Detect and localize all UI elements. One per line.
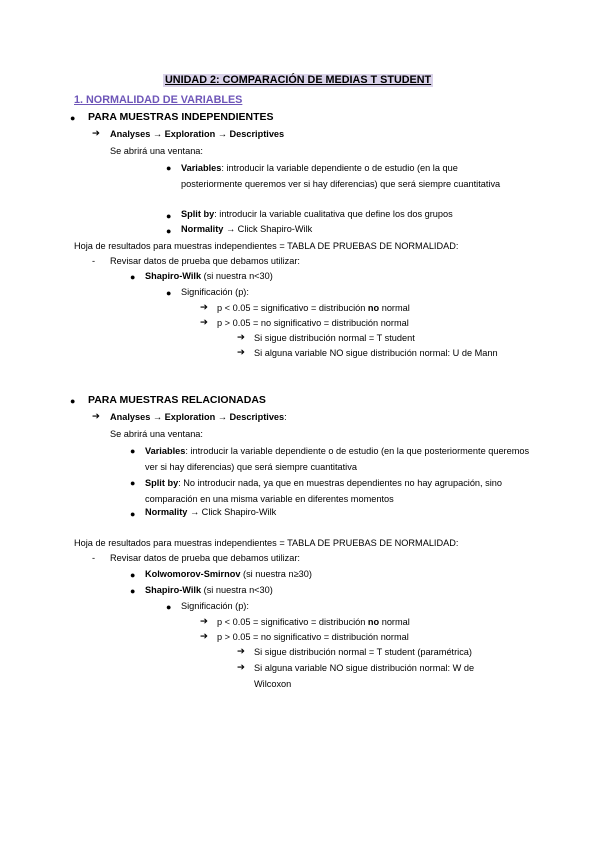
bullet-icon: ● — [130, 570, 136, 580]
section-heading-relacionadas: PARA MUESTRAS RELACIONADAS — [88, 394, 266, 406]
significance-item: Significación (p): — [181, 287, 249, 297]
menu-path: Analyses → Exploration → Descriptives — [110, 129, 285, 139]
normality-instruction: Normality → Click Shapiro-Wilk — [181, 224, 313, 234]
bullet-icon: ● — [70, 113, 76, 123]
arrow-icon: ➔ — [237, 646, 245, 657]
result-normal: Si sigue distribución normal = T student — [254, 333, 415, 343]
menu-path: Analyses → Exploration → Descriptives: — [110, 412, 287, 422]
bullet-icon: ● — [70, 396, 76, 406]
result-not-normal: Si alguna variable NO sigue distribución normal: U de Mann — [254, 348, 498, 358]
split-instruction: Split by: introducir la variable cualitativa que define los dos grupos — [181, 209, 453, 219]
arrow-icon: ➔ — [237, 332, 245, 343]
arrow-icon: ➔ — [200, 302, 208, 313]
arrow-icon: ➔ — [200, 631, 208, 642]
result-normal: Si sigue distribución normal = T student (paramétrica) — [254, 647, 472, 657]
window-note: Se abrirá una ventana: — [110, 429, 203, 439]
results-sheet-note: Hoja de resultados para muestras independientes = TABLA DE PRUEBAS DE NORMALIDAD: — [74, 241, 459, 251]
arrow-icon: ➔ — [237, 347, 245, 358]
page-title: UNIDAD 2: COMPARACIÓN DE MEDIAS T STUDENT — [165, 74, 432, 86]
dash-icon: - — [92, 256, 96, 266]
menu-exploration: Exploration — [164, 129, 216, 139]
review-note: Revisar datos de prueba que debamos utilizar: — [110, 256, 300, 266]
bullet-icon: ● — [166, 226, 172, 236]
p-greater-item: p > 0.05 = no significativo = distribución normal — [217, 632, 409, 642]
significance-item: Significación (p): — [181, 601, 249, 611]
arrow-icon: ➔ — [92, 411, 100, 422]
variables-instruction: Variables: introducir la variable dependiente o de estudio (en la que posteriormente queremos ver si hay diferencias) que será siempre cuantitativa — [145, 446, 530, 472]
dash-icon: - — [92, 553, 96, 563]
bullet-icon: ● — [130, 509, 136, 519]
bullet-icon: ● — [130, 478, 136, 488]
bullet-icon: ● — [130, 446, 136, 456]
shapiro-wilk-item: Shapiro-Wilk (si nuestra n<30) — [145, 271, 273, 281]
split-instruction: Split by: No introducir nada, ya que en muestras dependientes no hay agrupación, sino comparación en una misma variable en diferentes momentos — [145, 478, 503, 504]
window-note: Se abrirá una ventana: — [110, 146, 203, 156]
bullet-icon: ● — [166, 602, 172, 612]
bullet-icon: ● — [166, 163, 172, 173]
bullet-icon: ● — [130, 272, 136, 282]
section-heading-independientes: PARA MUESTRAS INDEPENDIENTES — [88, 111, 274, 123]
bullet-icon: ● — [166, 211, 172, 221]
kolmogorov-item: Kolwomorov-Smirnov (si nuestra n≥30) — [145, 569, 312, 579]
review-note: Revisar datos de prueba que debamos utilizar: — [110, 553, 300, 563]
arrow-icon: ➔ — [200, 616, 208, 627]
bullet-icon: ● — [130, 586, 136, 596]
variables-instruction: Variables: introducir la variable dependiente o de estudio (en la que posteriormente queremos ver si hay diferencias) que será siempre cuantitativa — [181, 163, 501, 189]
result-not-normal: Si alguna variable NO sigue distribución normal: W de Wilcoxon — [254, 663, 475, 689]
p-greater-item: p > 0.05 = no significativo = distribución normal — [217, 318, 409, 328]
arrow-icon: ➔ — [200, 317, 208, 328]
p-less-item: p < 0.05 = significativo = distribución no normal — [217, 303, 410, 313]
arrow-icon: ➔ — [237, 662, 245, 673]
p-less-item: p < 0.05 = significativo = distribución no normal — [217, 617, 410, 627]
bullet-icon: ● — [166, 288, 172, 298]
results-sheet-note: Hoja de resultados para muestras independientes = TABLA DE PRUEBAS DE NORMALIDAD: — [74, 538, 459, 548]
arrow-icon: ➔ — [92, 128, 100, 139]
menu-descriptives: Descriptives — [229, 129, 285, 139]
shapiro-wilk-item: Shapiro-Wilk (si nuestra n<30) — [145, 585, 273, 595]
normality-instruction: Normality → Click Shapiro-Wilk — [145, 507, 277, 517]
menu-analyses: Analyses — [110, 129, 151, 139]
section-subtitle: 1. NORMALIDAD DE VARIABLES — [74, 94, 243, 106]
